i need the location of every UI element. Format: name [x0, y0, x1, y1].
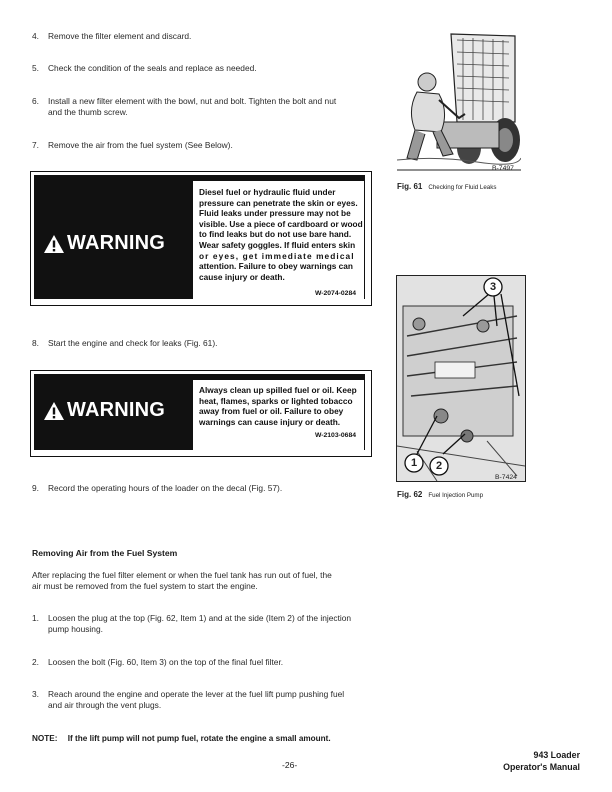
warning-word: WARNING [67, 399, 166, 421]
fig61-number: B-7497 [492, 165, 514, 172]
step-bottom-2 [32, 657, 377, 669]
step-bottom-3 [32, 689, 377, 713]
warning-box-1 [30, 171, 372, 306]
warning-line: or eyes, get immediate medical [199, 250, 355, 261]
warning-word: WARNING [67, 232, 166, 254]
warning-line: Diesel fuel or hydraulic fluid under [199, 187, 336, 197]
step-text-cont: and the thumb screw. [48, 107, 128, 117]
step-number: 3. [32, 689, 39, 699]
warning-line: Wear safety goggles. If fluid enters skin [199, 239, 356, 250]
intro-line: After replacing the fuel filter element or when the fuel tank has run out of fuel, the [32, 570, 332, 580]
footer-model: 943 Loader [533, 750, 580, 760]
warning-code: W-2103-0684 [314, 432, 356, 439]
callout-2: 2 [436, 460, 443, 472]
step-number: 5. [32, 63, 39, 73]
footer-manual: Operator's Manual [503, 762, 580, 772]
warning-line: Always clean up spilled fuel or oil. Keep [199, 385, 357, 395]
page-number: -26- [282, 760, 298, 770]
warning-line: heat, flames, sparks or lighted tobacco [199, 395, 353, 406]
warning-line: Fluid leaks under pressure may not be [199, 208, 351, 219]
step-9 [32, 483, 372, 495]
step-text: Loosen the plug at the top (Fig. 62, Item 1) and at the side (Item 2) of the injection [48, 613, 352, 623]
step-number: 8. [32, 338, 39, 348]
step-text: Record the operating hours of the loader on the decal (Fig. 57). [48, 483, 283, 493]
fig62-caption-text: Fuel Injection Pump [428, 492, 484, 499]
intro-line: air must be removed from the fuel system to start the engine. [32, 581, 258, 591]
loader-illustration [397, 30, 521, 171]
step-number: 2. [32, 657, 39, 667]
step-number: 9. [32, 483, 39, 493]
step-5 [32, 63, 372, 75]
step-text-cont: pump housing. [48, 624, 103, 634]
step-bottom-1 [32, 613, 377, 637]
warning-line: warnings can cause injury or death. [199, 416, 341, 427]
warning-triangle-icon [43, 401, 65, 421]
note [32, 734, 382, 743]
warning-line: cause injury or death. [199, 271, 285, 282]
step-number: 1. [32, 613, 39, 623]
warning-label [43, 399, 165, 422]
step-7 [32, 140, 362, 152]
warning-label [43, 232, 165, 255]
warning-line: visible. Use a piece of cardboard or wood [199, 218, 363, 229]
warning-text-panel [193, 380, 364, 452]
fig61-photo [397, 30, 521, 171]
section-intro [32, 570, 382, 592]
fig62-number: B-7424 [495, 474, 517, 481]
step-6 [32, 96, 377, 120]
warning-box-2 [30, 370, 372, 457]
step-text: Remove the filter element and discard. [48, 31, 192, 41]
warning-line: pressure can penetrate the skin or eyes. [199, 197, 358, 208]
step-text: Reach around the engine and operate the lever at the fuel lift pump pushing fuel [48, 689, 345, 699]
fig61-label: Fig. 61 [397, 182, 423, 191]
step-text: Check the condition of the seals and replace as needed. [48, 63, 257, 73]
step-text-cont: and air through the vent plugs. [48, 700, 162, 710]
warning-triangle-icon [43, 234, 65, 254]
note-text: If the lift pump will not pump fuel, rotate the engine a small amount. [67, 734, 331, 743]
step-text: Start the engine and check for leaks (Fig. 61). [48, 338, 218, 348]
fig62-caption [397, 490, 483, 499]
step-text: Loosen the bolt (Fig. 60, Item 3) on the top of the final fuel filter. [48, 657, 284, 667]
fig61-caption [397, 182, 496, 191]
callout-3: 3 [490, 281, 497, 293]
footer-title [503, 749, 580, 773]
step-number: 4. [32, 31, 39, 41]
warning-line: away from fuel or oil. Failure to obey [199, 406, 344, 417]
warning-line: attention. Failure to obey warnings can [199, 261, 353, 272]
warning-line: to find leaks but do not use bare hand. [199, 229, 352, 240]
warning-code: W-2074-0284 [314, 290, 356, 297]
step-number: 6. [32, 96, 39, 106]
note-label: NOTE: [32, 734, 58, 743]
fig62-photo [396, 275, 526, 482]
fig61-caption-text: Checking for Fluid Leaks [428, 184, 497, 191]
callout-1: 1 [411, 457, 418, 469]
section-heading: Removing Air from the Fuel System [32, 548, 178, 558]
step-text: Remove the air from the fuel system (See Below). [48, 140, 233, 150]
injection-pump-illustration [397, 276, 525, 481]
step-8 [32, 338, 362, 350]
step-text: Install a new filter element with the bowl, nut and bolt. Tighten the bolt and nut [48, 96, 337, 106]
warning-text-panel [193, 181, 364, 302]
fig62-label: Fig. 62 [397, 490, 423, 499]
step-number: 7. [32, 140, 39, 150]
step-4 [32, 31, 362, 43]
